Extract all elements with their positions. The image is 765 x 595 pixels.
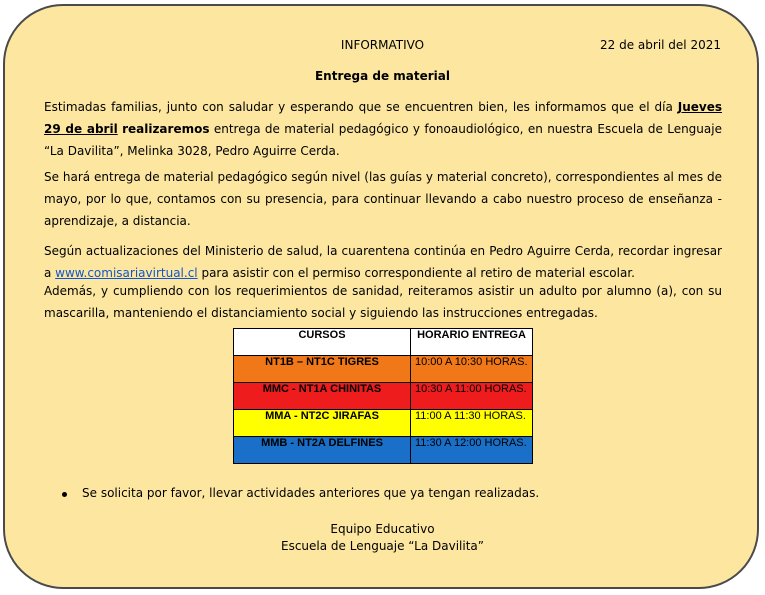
delivery-date: Jueves 29 de abril bbox=[44, 100, 722, 136]
row-curso: MMC - NT1A CHINITAS bbox=[234, 383, 411, 410]
document-subtitle: Entrega de material bbox=[314, 69, 451, 83]
row-horario: 11:30 A 12:00 HORAS. bbox=[411, 437, 533, 464]
paragraph-sanitary: Además, y cumpliendo con los requerimientos de sanidad, reiteramos asistir un adulto por alumno (a), con su mascarilla, manteniendo el distanciamiento social y siguiendo las instrucciones entregadas. bbox=[44, 284, 722, 320]
schedule-table bbox=[233, 328, 533, 464]
paragraph-material: Se hará entrega de material pedagógico según nivel (las guías y material concreto), correspondientes al mes de mayo, por lo que, contamos con su presencia, para continuar llevando a cabo nuestro proceso de enseñanza - aprendizaje, a distancia. bbox=[44, 170, 722, 228]
table-header-row bbox=[234, 329, 533, 356]
paragraph-quarantine bbox=[44, 240, 722, 284]
intro-text-1: Estimadas familias, junto con saludar y esperando que se encuentren bien, les informamos que el día bbox=[44, 100, 678, 114]
row-horario: 10:30 A 11:00 HORAS. bbox=[411, 383, 533, 410]
comisaria-link[interactable]: www.comisariavirtual.cl bbox=[55, 266, 198, 280]
document-date: 22 de abril del 2021 bbox=[600, 38, 721, 52]
document-title: INFORMATIVO bbox=[340, 38, 425, 52]
signature-team: Equipo Educativo bbox=[330, 522, 435, 536]
header-cursos: CURSOS bbox=[234, 329, 411, 356]
table-row bbox=[234, 383, 533, 410]
intro-verb: realizaremos bbox=[122, 122, 210, 136]
bullet-dot-icon bbox=[62, 492, 67, 497]
table-row bbox=[234, 410, 533, 437]
quarantine-text-2: para asistir con el permiso correspondiente al retiro de material escolar. bbox=[197, 266, 635, 280]
table-row bbox=[234, 356, 533, 383]
row-horario: 10:00 A 10:30 HORAS. bbox=[411, 356, 533, 383]
signature-school: Escuela de Lenguaje “La Davilita” bbox=[281, 539, 484, 553]
row-curso: MMB - NT2A DELFINES bbox=[234, 437, 411, 464]
header-horario: HORARIO ENTREGA bbox=[411, 329, 533, 356]
bullet-note: Se solicita por favor, llevar actividades anteriores que ya tengan realizadas. bbox=[82, 486, 540, 500]
paragraph-intro bbox=[44, 96, 722, 162]
table-row bbox=[234, 437, 533, 464]
row-curso: NT1B – NT1C TIGRES bbox=[234, 356, 411, 383]
intro-text-2: entrega de material pedagógico y fonoaudiológico, en nuestra Escuela de Lenguaje “La Davilita”, Melinka 3028, Pedro Aguirre Cerda. bbox=[44, 122, 722, 158]
quarantine-text-1: Según actualizaciones del Ministerio de salud, la cuarentena continúa en Pedro Aguirre Cerda, recordar ingresar a bbox=[44, 244, 722, 280]
row-horario: 11:00 A 11:30 HORAS. bbox=[411, 410, 533, 437]
row-curso: MMA - NT2C JIRAFAS bbox=[234, 410, 411, 437]
